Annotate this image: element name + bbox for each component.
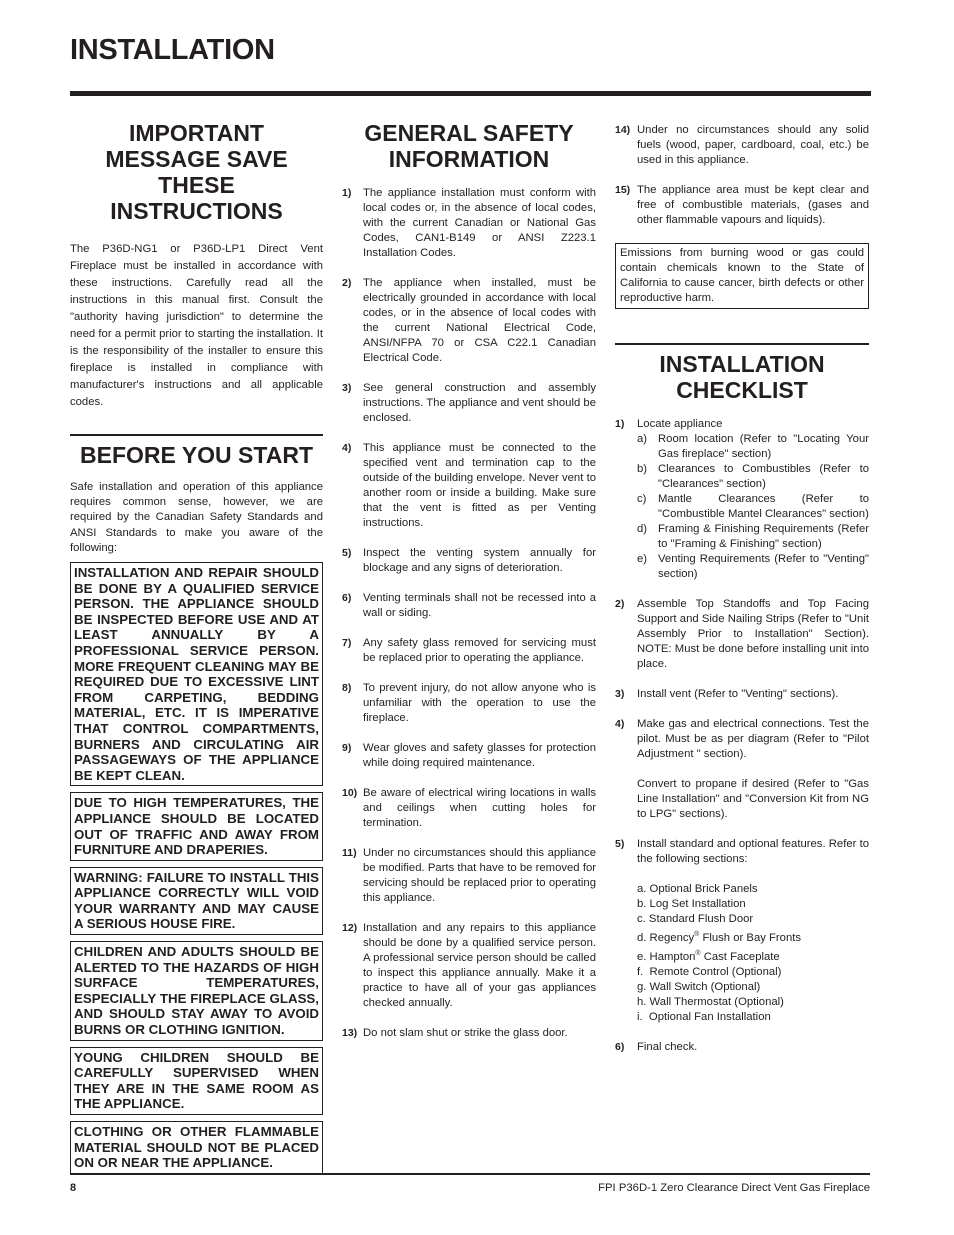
warning-box: DUE TO HIGH TEMPERATURES, THE APPLIANCE SHOULD BE LOCATED OUT OF TRAFFIC AND AWAY FROM FURNITURE AND DRAPERIES.	[70, 792, 323, 860]
important-message-heading: IMPORTANT MESSAGE SAVE THESE INSTRUCTIONS	[105, 120, 288, 224]
list-item: 11) Under no circumstances should this appliance be modified. Parts that have to be removed for servicing should be replaced prior to operating this appliance.	[342, 847, 596, 904]
installation-checklist-heading: INSTALLATION CHECKLIST	[659, 351, 825, 403]
checklist-item: 2) Assemble Top Standoffs and Top Facing Support and Side Nailing Strips (Refer to "Unit Assembly Prior to Installation" Section). NOTE: Must be done before installing unit into place.	[615, 598, 869, 670]
feature-item: h. Wall Thermostat (Optional)	[637, 995, 784, 1008]
footer-document-title: FPI P36D-1 Zero Clearance Direct Vent Gas Fireplace	[598, 1182, 870, 1194]
checklist-item: 4) Make gas and electrical connections. Test the pilot. Must be as per diagram (Refer to "Pilot Adjustment " section). Convert to propane if desired (Refer to "Gas Line Installation" and "Conversion Kit from NG to LPG" sections).	[615, 718, 869, 820]
list-item: 10) Be aware of electrical wiring locations in walls and ceilings when cutting holes for termination.	[342, 787, 596, 829]
list-item: 2) The appliance when installed, must be electrically grounded in accordance with local codes, or in the absence of local codes with the current National Electrical Code, ANSI/NFPA 70 or CSA C22.1 Canadian Electrical Code.	[342, 277, 596, 364]
list-item: 7) Any safety glass removed for servicing must be replaced prior to operating the appliance.	[342, 637, 596, 664]
feature-item: d. Regency® Flush or Bay Fronts	[637, 931, 802, 944]
page-number: 8	[70, 1182, 77, 1194]
feature-item: e. Hampton® Cast Faceplate	[637, 949, 780, 963]
warning-box: CHILDREN AND ADULTS SHOULD BE ALERTED TO THE HAZARDS OF HIGH SURFACE TEMPERATURES, ESPECIALLY THE FIREPLACE GLASS, AND SHOULD STAY AWAY TO AVOID BURNS OR CLOTHING IGNITION.	[70, 941, 323, 1041]
list-item: 15) The appliance area must be kept clear and free of combustible materials, (gases and other flammable vapours and liquids).	[615, 184, 869, 226]
column-installation-checklist	[615, 123, 869, 1070]
important-message-text: The P36D-NG1 or P36D-LP1 Direct Vent Fireplace must be installed in accordance with these instructions. Carefully read all the instructions in this manual first. Consult the "authority having jurisdiction" to determine the need for a permit prior to starting the installation. It is the responsibility of the installer to ensure this fireplace is installed in compliance with manufacturer's instructions and all applicable codes.	[70, 243, 323, 408]
footer-divider	[70, 1173, 870, 1175]
list-item: 14) Under no circumstances should any solid fuels (wood, paper, cardboard, coal, etc.) be used in this appliance.	[615, 124, 869, 166]
emissions-warning-box: Emissions from burning wood or gas could contain chemicals known to the State of California to cause cancer, birth defects or other reproductive harm.	[615, 243, 869, 309]
checklist-item: 6) Final check.	[615, 1040, 698, 1053]
list-item: 12) Installation and any repairs to this appliance should be done by a qualified service person. A professional service person should be called to inspect this appliance annually. Make it a practice to have all of your gas appliances checked annually.	[342, 922, 596, 1009]
column-general-safety	[342, 120, 596, 1056]
checklist-subitem: b) Clearances to Combustibles (Refer to "Clearances" section)	[637, 463, 869, 490]
list-item: 1) The appliance installation must conform with local codes or, in the absence of local codes, with the current Canadian or National Gas Codes, CAN1-B149 or ANSI Z223.1 Installation Codes.	[342, 187, 596, 259]
checklist-item: 1) Locate appliance a) Room location (Refer to "Locating Your Gas fireplace" section) b) Clearances to Combustibles (Refer to "Clearances" section) c) Mantle Clearances (Refer to "Combustible Mantel Clearances" section) d) Framing & Finishing Requirements (Refer to "Framing & Finishing" section) e) Venting Requirements (Refer to "Venting" section)	[615, 418, 869, 580]
warning-box: CLOTHING OR OTHER FLAMMABLE MATERIAL SHOULD NOT BE PLACED ON OR NEAR THE APPLIANCE.	[70, 1121, 323, 1174]
feature-item: b. Log Set Installation	[637, 898, 746, 910]
header-divider	[70, 91, 871, 96]
optional-features-list	[637, 882, 869, 1025]
general-safety-heading: GENERAL SAFETY INFORMATION	[364, 120, 574, 172]
feature-item: g. Wall Switch (Optional)	[637, 980, 761, 993]
column-important-message	[70, 120, 323, 1180]
feature-item: i. Optional Fan Installation	[637, 1010, 771, 1023]
safety-list-continued	[615, 123, 869, 228]
list-item: 4) This appliance must be connected to the specified vent and termination cap to the outside of the building envelope. Never vent to another room or inside a building. Make sure that the vent is fitted as per Venting instructions.	[342, 442, 596, 529]
warning-box: YOUNG CHILDREN SHOULD BE CAREFULLY SUPERVISED WHEN THEY ARE IN THE SAME ROOM AS THE APPLIANCE.	[70, 1047, 323, 1115]
list-item: 9) Wear gloves and safety glasses for protection while doing required maintenance.	[342, 742, 596, 769]
checklist	[615, 417, 869, 1055]
checklist-subitem: d) Framing & Finishing Requirements (Refer to "Framing & Finishing" section)	[637, 523, 869, 550]
list-item: 13) Do not slam shut or strike the glass door.	[342, 1027, 568, 1039]
list-item: 6) Venting terminals shall not be recessed into a wall or siding.	[342, 592, 596, 619]
list-item: 3) See general construction and assembly instructions. The appliance and vent should be enclosed.	[342, 382, 596, 424]
safety-list	[342, 186, 596, 1041]
feature-item: f. Remote Control (Optional)	[637, 965, 782, 978]
feature-item: a. Optional Brick Panels	[637, 883, 758, 895]
checklist-item: 5) Install standard and optional features. Refer to the following sections: a. Optional Brick Panels b. Log Set Installation c. Standard Flush Door d. Regency® Flush or Bay Fronts e. Hampton® Cast Faceplate f. Remote Control (Optional) g. Wall Switch (Optional) h. Wall Thermostat (Optional) i. Optional Fan Installation	[615, 838, 869, 1023]
section-divider	[615, 343, 869, 345]
section-divider	[70, 434, 323, 436]
checklist-item: 3) Install vent (Refer to "Venting" sections).	[615, 688, 839, 700]
checklist-subitem: a) Room location (Refer to "Locating Your Gas fireplace" section)	[637, 433, 869, 460]
checklist-subitem: e) Venting Requirements (Refer to "Venting" section)	[637, 553, 869, 580]
before-you-start-heading: BEFORE YOU START	[80, 442, 313, 468]
warning-list	[70, 562, 323, 1174]
warning-box: WARNING: FAILURE TO INSTALL THIS APPLIANCE CORRECTLY WILL VOID YOUR WARRANTY AND MAY CAUSE A SERIOUS HOUSE FIRE.	[70, 867, 323, 935]
checklist-subitem: c) Mantle Clearances (Refer to "Combustible Mantel Clearances" section)	[637, 493, 869, 520]
feature-item: c. Standard Flush Door	[637, 913, 754, 925]
page-title: INSTALLATION	[70, 34, 275, 66]
list-item: 8) To prevent injury, do not allow anyone who is unfamiliar with the operation to use the fireplace.	[342, 682, 596, 724]
before-you-start-text: Safe installation and operation of this appliance requires common sense, however, we are required by the Canadian Safety Standards and ANSI Standards to make you aware of the following:	[70, 481, 323, 554]
list-item: 5) Inspect the venting system annually for blockage and any signs of deterioration.	[342, 547, 596, 574]
warning-box: INSTALLATION AND REPAIR SHOULD BE DONE BY A QUALIFIED SERVICE PERSON. THE APPLIANCE SHOULD BE INSPECTED BEFORE USE AND AT LEAST ANNUALLY BY A PROFESSIONAL SERVICE PERSON. MORE FREQUENT CLEANING MAY BE REQUIRED DUE TO EXCESSIVE LINT FROM CARPETING, BEDDING MATERIAL, ETC. IT IS IMPERATIVE THAT CONTROL COMPARTMENTS, BURNERS AND CIRCULATING AIR PASSAGEWAYS OF THE APPLIANCE BE KEPT CLEAN.	[70, 562, 323, 786]
